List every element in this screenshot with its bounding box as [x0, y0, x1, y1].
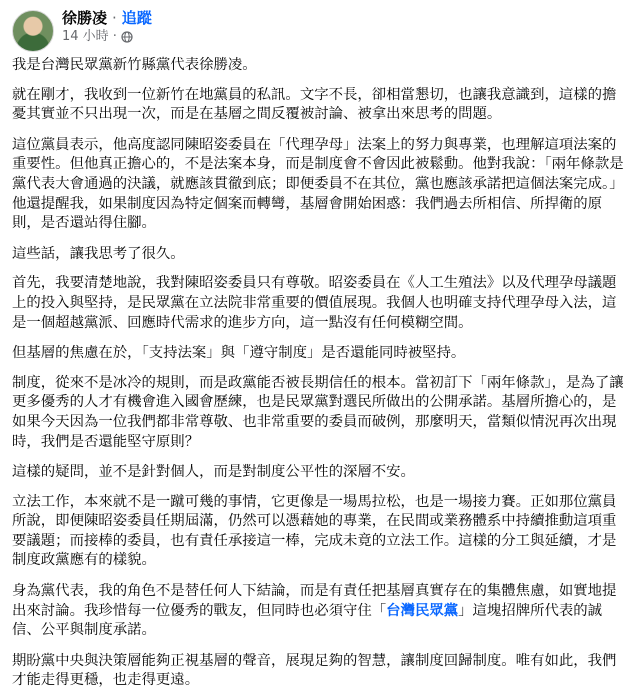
- paragraph-legislation: 立法工作，本來就不是一蹴可幾的事情，它更像是一場馬拉松，也是一場接力賽。正如那位黨員所說，即便陳昭姿委員任期屆滿，仍然可以憑藉她的專業，在民間或業務體系中持續推動這項重要議題；而接棒的委員，也有責任承接這一棒，完成未竟的立法工作。這樣的分工與延續，才是制度政黨應有的樣貌。: [12, 493, 617, 569]
- paragraph-system: 制度，從來不是冰冷的規則，而是政黨能否被長期信任的根本。當初訂下「兩年條款」，是為了讓更多優秀的人才有機會進入國會歷練，也是民眾黨對選民所做出的公開承諾。基層所擔心的，是如果今天因為一位我們都非常尊敬、也非常重要的委員而破例，那麼明天，當類似情況再次出現時，我們是否還能堅守原則？: [12, 374, 624, 450]
- time-separator-dot: ·: [112, 29, 117, 44]
- separator-dot: ·: [112, 9, 117, 27]
- paragraph-anxiety: 但基層的焦慮在於，「支持法案」與「遵守制度」是否還能同時被堅持。: [12, 345, 466, 362]
- paragraph-concern: 這位黨員表示，他高度認同陳昭姿委員在「代理孕母」法案上的努力與專業，也理解這項法案的重要性。但他真正擔心的，不是法案本身，而是制度會不會因此被鬆動。他對我說：「兩年條款是黨代表大會通過的決議，就應該貫徹到底；即便委員不在其位，黨也應該承諾把這個法案完成。」他還提醒我，如果制度因為特定個案而轉彎，基層會開始困惑：我們過去所相信、所捍衛的原則，是否還站得住腳。: [12, 136, 624, 232]
- paragraph-role: [12, 582, 628, 641]
- paragraph-message: 就在剛才，我收到一位新竹在地黨員的私訊。文字不長，卻相當懇切，也讓我意識到，這樣的擔憂其實並不只出現一次，而是在基層之間反覆被討論、被拿出來思考的問題。: [12, 86, 617, 123]
- paragraph-reflection: 這些話，讓我思考了很久。: [12, 245, 185, 262]
- time-row: [62, 28, 152, 46]
- role-text-after: 」這塊招牌所代表的誠信、公平與制度承諾。: [12, 602, 603, 639]
- role-text-before: 身為黨代表，我的角色不是替任何人下結論，而是有責任把基層真實存在的集體焦慮，如實地提出來討論。我珍惜每一位優秀的戰友，但同時也必須守住「: [12, 583, 617, 619]
- post-header: [12, 8, 628, 56]
- post-meta: [62, 8, 152, 46]
- name-row: [62, 8, 152, 28]
- post-content: [12, 56, 628, 691]
- paragraph-doubt: 這樣的疑問，並不是針對個人，而是對制度公平性的深層不安。: [12, 464, 415, 481]
- author-avatar[interactable]: [12, 10, 54, 52]
- post-timestamp[interactable]: 14 小時: [62, 29, 109, 44]
- party-page-link[interactable]: 台灣民眾黨: [386, 602, 459, 619]
- paragraph-intro: 我是台灣民眾黨新竹縣黨代表徐勝凌。: [12, 57, 257, 73]
- paragraph-closing: 期盼黨中央與決策層能夠正視基層的聲音，展現足夠的智慧，讓制度回歸制度。唯有如此，我們才能走得更穩，也走得更遠。: [12, 652, 617, 689]
- globe-icon: [121, 31, 133, 43]
- paragraph-respect: 首先，我要清楚地說，我對陳昭姿委員只有尊敬。昭姿委員在《人工生殖法》以及代理孕母議題上的投入與堅持，是民眾黨在立法院非常重要的價值展現。我個人也明確支持代理孕母入法，這是一個超越黨派、回應時代需求的進步方向，這一點沒有任何模糊空間。: [12, 275, 617, 331]
- follow-button[interactable]: 追蹤: [121, 9, 152, 27]
- author-name[interactable]: 徐勝凌: [62, 9, 108, 27]
